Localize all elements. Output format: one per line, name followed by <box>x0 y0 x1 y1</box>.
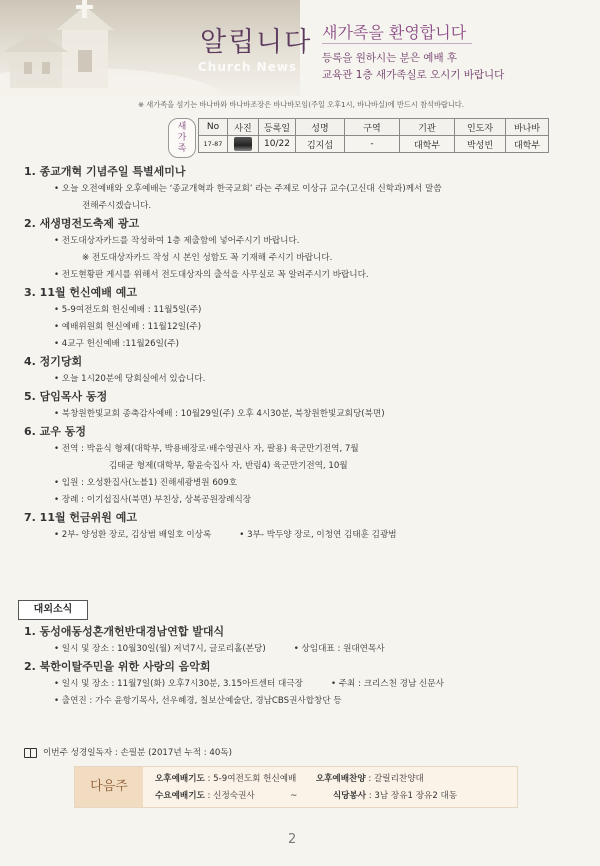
section-title: 7. 11월 헌금위원 예고 <box>24 511 138 524</box>
announcement-5 <box>24 388 584 423</box>
announcement-7 <box>24 509 584 544</box>
kitchen-service-value: : 3남 장유1 장유2 대동 <box>368 791 458 801</box>
list-item <box>24 676 584 693</box>
col-district: 구역 <box>345 119 400 136</box>
col-name: 성명 <box>296 119 345 136</box>
welcome-heading: 새가족을 환영합니다 <box>322 23 467 42</box>
badge-char: 가 <box>177 132 187 143</box>
cell-guide: 박성빈 <box>455 136 506 153</box>
col-date: 등록일 <box>259 119 296 136</box>
cell-barnabas: 대학부 <box>506 136 549 153</box>
list-item: • 오늘 오전예배와 오후예배는 ‘종교개혁과 한국교회’ 라는 주제로 이상규 교수(고신대 신학과)께서 말씀 <box>54 184 442 194</box>
next-week-row-2 <box>155 789 457 801</box>
list-item: • 출연진 : 가수 윤항기목사, 선우혜경, 칠보산예술단, 경남CBS권사합창단 등 <box>54 696 342 706</box>
list-item <box>24 641 584 658</box>
section-title: 1. 종교개혁 기념주일 특별세미나 <box>24 165 186 178</box>
afternoon-prayer-value: : 5-9여전도회 헌신예배 <box>207 774 297 784</box>
welcome-text-1: 등록을 원하시는 분은 예배 후 <box>322 52 458 64</box>
announcement-4 <box>24 353 584 388</box>
section-title: 3. 11월 헌신예배 예고 <box>24 286 138 299</box>
list-item: 전해주시겠습니다. <box>82 201 152 211</box>
cell-name: 김지섭 <box>296 136 345 153</box>
section-title: 2. 새생명전도축제 광고 <box>24 217 140 230</box>
cell-org: 대학부 <box>400 136 455 153</box>
bible-reading-text: 이번주 성경일독자 : 손필분 (2017년 누적 : 40독) <box>43 748 232 758</box>
announcements <box>24 163 584 544</box>
section-title: 2. 북한이탈주민을 위한 사랑의 음악회 <box>24 660 211 673</box>
next-week-row-1 <box>155 772 424 784</box>
badge-char: 새 <box>177 121 187 132</box>
list-item: • 예배위원회 헌신예배 : 11월12일(주) <box>54 322 202 332</box>
page-title: 알립니다 <box>200 27 313 58</box>
col-no: No <box>199 119 228 136</box>
person-photo <box>234 137 252 151</box>
book-icon <box>24 748 37 758</box>
afternoon-praise-value: : 갈릴리찬양대 <box>368 774 424 784</box>
col-photo: 사진 <box>228 119 259 136</box>
event-time-place: • 일시 및 장소 : 10월30일(월) 저녁7시, 글로리홀(본당) <box>54 644 266 654</box>
announcement-1 <box>24 163 584 215</box>
cell-date: 10/22 <box>259 136 296 153</box>
wednesday-prayer-key: 수요예배기도 <box>155 791 205 801</box>
bible-reading <box>24 746 232 758</box>
offering-3rd: • 3부- 박두양 장로, 이청연 김태훈 김광범 <box>239 530 397 540</box>
section-title: 5. 담임목사 동정 <box>24 390 108 403</box>
event-host: • 주최 : 크리스천 경남 신문사 <box>330 679 444 689</box>
page-number: 2 <box>288 832 297 847</box>
section-title: 4. 정기당회 <box>24 355 83 368</box>
afternoon-praise-key: 오후예배찬양 <box>315 774 366 784</box>
kitchen-service-key: 식당봉사 <box>332 791 367 801</box>
section-title: 1. 동성애동성혼개헌반대경남연합 발대식 <box>24 625 225 638</box>
list-item: ※ 전도대상자카드 작성 시 본인 성함도 꼭 기재해 주시기 바랍니다. <box>82 253 333 263</box>
next-week-box <box>74 766 518 808</box>
list-item: • 전도현황판 게시를 위해서 전도대상자의 출석을 사무실로 꼭 알려주시기 바랍니다. <box>54 270 369 280</box>
announcement-6 <box>24 423 584 509</box>
cell-no: 17-87 <box>199 136 228 153</box>
table-row <box>199 136 549 153</box>
external-2 <box>24 658 584 710</box>
list-item <box>24 527 584 544</box>
barnabas-notice: ※ 새가족을 섬기는 바나바와 바나바조장은 바나바모임(주일 오후1시, 바나바실)에 반드시 참석바랍니다. <box>138 100 465 109</box>
tilde-mark: ~ <box>290 791 298 801</box>
external-news-label: 대외소식 <box>18 600 88 620</box>
event-time-place: • 일시 및 장소 : 11월7일(화) 오후7시30분, 3.15아트센터 대극장 <box>54 679 303 689</box>
table-header-row <box>199 119 549 136</box>
list-item: 김태균 형제(대학부, 황윤숙집사 자, 반림4) 육군만기전역, 10월 <box>109 461 348 471</box>
badge-char: 족 <box>177 143 187 154</box>
list-item: • 4교구 헌신예배 :11월26일(주) <box>54 339 179 349</box>
list-item: • 입원 : 오성환집사(노블1) 진해세광병원 609호 <box>54 478 238 488</box>
newcomer-badge <box>168 118 196 158</box>
list-item: • 북창원한빛교회 종축감사예배 : 10월29일(주) 오후 4시30분, 북창원한빛교회당(북면) <box>54 409 385 419</box>
cell-district: - <box>345 136 400 153</box>
list-item: • 전역 : 박윤식 형제(대학부, 박용배장로·배수영권사 자, 팔용) 육군만기전역, 7월 <box>54 444 359 454</box>
col-barnabas: 바나바 <box>506 119 549 136</box>
col-guide: 인도자 <box>455 119 506 136</box>
external-1 <box>24 623 584 658</box>
announcement-3 <box>24 284 584 353</box>
list-item: • 장례 : 이기섭집사(북면) 부친상, 상복공원장례식장 <box>54 495 252 505</box>
list-item: • 오늘 1시20분에 당회실에서 있습니다. <box>54 374 206 384</box>
event-rep: • 상임대표 : 원대연목사 <box>293 644 385 654</box>
afternoon-prayer-key: 오후예배기도 <box>155 774 205 784</box>
next-week-label: 다음주 <box>75 767 143 807</box>
welcome-divider <box>322 43 472 44</box>
church-news-label: Church News <box>198 60 298 74</box>
section-title: 6. 교우 동정 <box>24 425 86 438</box>
wednesday-prayer-value: : 신정숙권사 <box>207 791 255 801</box>
col-org: 기관 <box>400 119 455 136</box>
page-header <box>0 0 600 96</box>
external-news <box>24 623 584 710</box>
announcement-2 <box>24 215 584 284</box>
list-item: • 5-9여전도회 헌신예배 : 11월5일(주) <box>54 305 202 315</box>
offering-2nd: • 2부- 양성환 장로, 김상범 배일호 이상록 <box>54 530 212 540</box>
newcomer-table <box>198 118 549 153</box>
welcome-text-2: 교육관 1층 새가족실로 오시기 바랍니다 <box>322 69 505 81</box>
cell-photo <box>228 136 259 153</box>
list-item: • 전도대상자카드를 작성하여 1층 제출함에 넣어주시기 바랍니다. <box>54 236 300 246</box>
